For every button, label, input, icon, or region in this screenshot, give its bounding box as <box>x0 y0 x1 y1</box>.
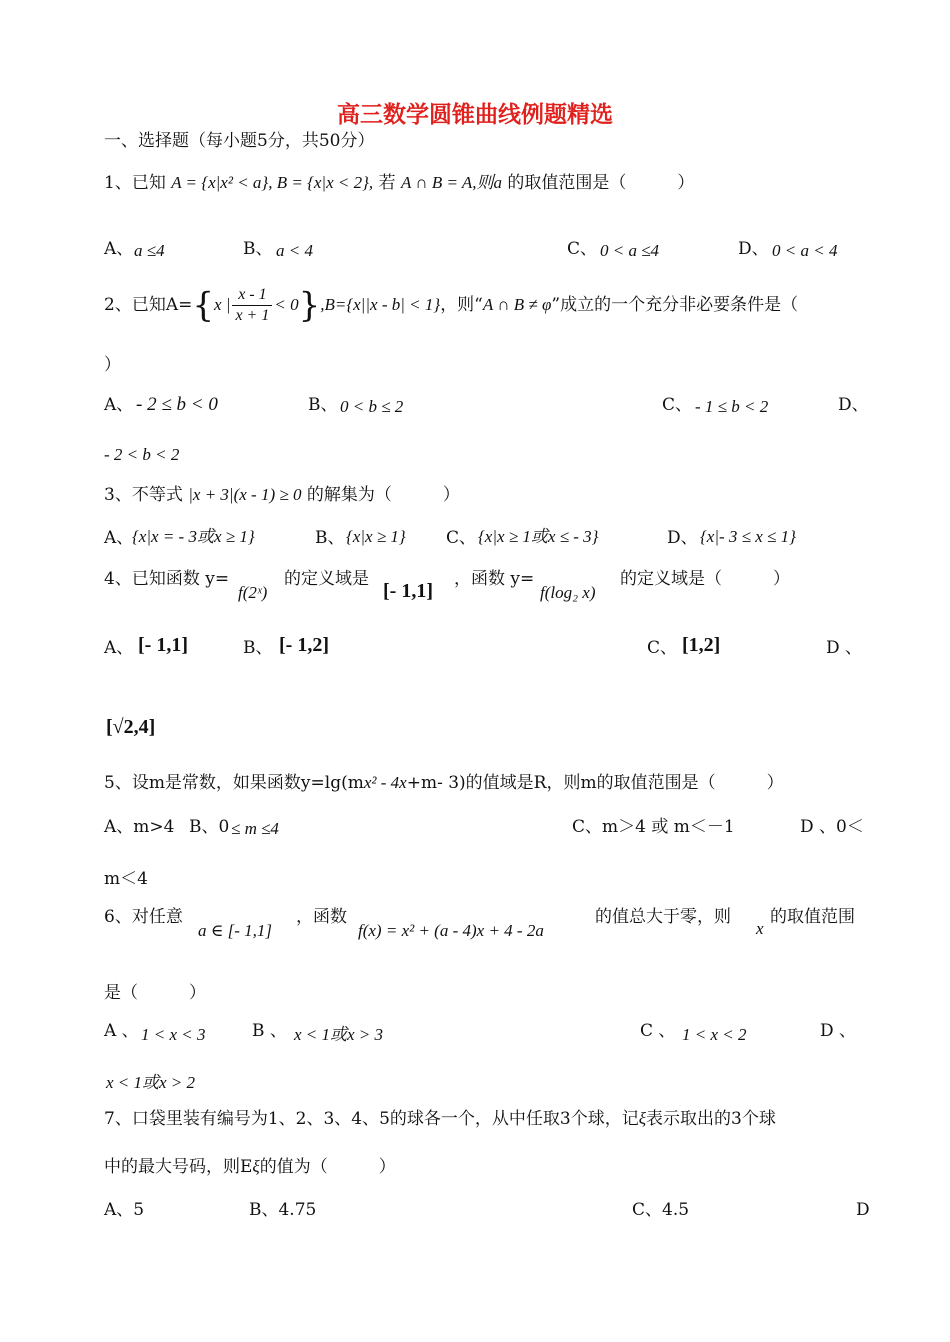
q2-stem: 2、已知A= <box>104 295 193 315</box>
q2-option-c: - 1 ≤ b < 2 <box>695 397 769 416</box>
q3-option-d: {x|- 3 ≤ x ≤ 1} <box>700 527 796 546</box>
q3-option-d-label: D、 <box>667 528 698 548</box>
q2-option-b: 0 < b ≤ 2 <box>340 397 404 416</box>
q2-set-a-var: x | <box>213 295 231 314</box>
q1-option-b: a < 4 <box>276 241 313 260</box>
q7-text-1b: 表示取出的3个球 <box>646 1109 776 1129</box>
q4-mid2: ，函数 y= <box>454 569 535 589</box>
q2-option-d: - 2 < b < 2 <box>104 445 180 464</box>
q4-option-c-label: C、 <box>647 638 678 658</box>
q6-tail2: 的取值范围 <box>770 907 855 927</box>
q2-condition: A ∩ B ≠ φ <box>482 295 552 314</box>
q5-tail: +m- 3)的值域是R，则m的取值范围是（ ） <box>406 773 784 793</box>
q6-function: f(x) = x² + (a - 4)x + 4 - 2a <box>358 921 544 940</box>
question-7-line-2 <box>104 1156 396 1178</box>
q6-option-b-label: B 、 <box>252 1021 287 1041</box>
q6-mid: ，函数 <box>296 907 347 927</box>
q5-option-b: B、0 <box>189 817 230 837</box>
q2-option-c-label: C、 <box>662 395 693 415</box>
q6-option-c: 1 < x < 2 <box>682 1025 747 1044</box>
q6-option-a: 1 < x < 3 <box>141 1025 206 1044</box>
question-5 <box>104 772 784 794</box>
q1-tail: 的取值范围是（ ） <box>507 173 695 193</box>
fraction-denominator: x + 1 <box>235 307 270 324</box>
q2-option-b-label: B、 <box>308 395 338 415</box>
page-title: 高三数学圆锥曲线例题精选 <box>337 102 613 128</box>
q1-stem: 1、已知 <box>104 173 166 193</box>
q3-option-b: {x|x ≥ 1} <box>346 527 406 546</box>
q1-sets: A = {x|x² < a}, B = {x|x < 2}, <box>171 173 374 192</box>
q2-fraction <box>232 285 272 326</box>
q4-tail: 的定义域是（ ） <box>620 569 790 589</box>
q4-option-a: [- 1,1] <box>138 634 188 656</box>
q6-a-range: a ∈ [- 1,1] <box>198 921 272 940</box>
question-7-line-1 <box>104 1108 776 1130</box>
q4-option-a-label: A、 <box>104 638 134 658</box>
q5-option-b-math: ≤ m ≤4 <box>231 819 279 838</box>
q5-option-d-cont: m＜4 <box>104 869 148 889</box>
q7-text-2b: 的值为（ ） <box>259 1157 396 1177</box>
left-brace: { <box>192 285 214 326</box>
q5-expression: x² - 4x <box>363 773 407 792</box>
q6-stem: 6、对任意 <box>104 907 183 927</box>
q5-option-c: C、m＞4 或 m＜－1 <box>572 817 735 837</box>
q4-option-d-label: D 、 <box>826 638 863 658</box>
q6-option-b: x < 1或x > 3 <box>294 1025 384 1044</box>
q6-cont: 是（ ） <box>104 983 206 1003</box>
q2-set-b: ,B={x||x - b| < 1} <box>320 295 441 314</box>
q1-option-a: a ≤4 <box>134 241 165 260</box>
q2-close: ） <box>104 355 121 375</box>
q4-option-c: [1,2] <box>682 634 721 656</box>
q5-option-a: A、m>4 <box>104 817 175 837</box>
fraction-numerator: x - 1 <box>232 285 272 306</box>
q7-option-d: D <box>856 1200 870 1220</box>
q4-option-b-label: B、 <box>243 638 273 658</box>
q4-option-b: [- 1,2] <box>279 634 329 656</box>
q4-option-d: [√2,4] <box>106 716 156 738</box>
q2-option-a-label: A、 <box>104 395 134 415</box>
right-brace: } <box>298 285 321 326</box>
q6-option-d: x < 1或x > 2 <box>106 1073 196 1092</box>
q6-option-d-label: D 、 <box>820 1021 857 1041</box>
xi-symbol: ξ <box>638 1109 646 1128</box>
q6-option-a-label: A 、 <box>104 1021 139 1041</box>
q4-stem: 4、已知函数 y= <box>104 569 230 589</box>
q7-text-1: 7、口袋里装有编号为1、2、3、4、5的球各一个，从中任取3个球，记 <box>104 1109 639 1129</box>
q3-option-c: {x|x ≥ 1或x ≤ - 3} <box>478 527 599 546</box>
q2-set-a-cond: < 0 <box>274 295 299 314</box>
q2-tail2: ”成立的一个充分非必要条件是（ <box>551 295 799 315</box>
question-2 <box>104 280 798 332</box>
q1-option-d: 0 < a < 4 <box>772 241 838 260</box>
q2-option-a: - 2 ≤ b < 0 <box>136 394 218 415</box>
question-1 <box>104 172 694 194</box>
q3-option-a: {x|x = - 3或x ≥ 1} <box>132 527 255 546</box>
q4-function-2: f(log₂ x) <box>540 583 596 602</box>
q7-text-2: 中的最大号码，则E <box>104 1157 253 1177</box>
q3-inequality: |x + 3|(x - 1) ≥ 0 <box>188 485 302 504</box>
question-3 <box>104 484 460 506</box>
q6-option-c-label: C 、 <box>640 1021 676 1041</box>
q3-option-b-label: B、 <box>315 528 345 548</box>
q2-tail: ，则“ <box>440 295 483 315</box>
q5-stem: 5、设m是常数，如果函数y=lg(m <box>104 773 364 793</box>
q4-mid: 的定义域是 <box>284 569 369 589</box>
q6-tail: 的值总大于零，则 <box>595 907 731 927</box>
q7-option-b: B、4.75 <box>249 1200 317 1220</box>
q1-option-b-label: B、 <box>243 239 273 259</box>
q7-option-a: A、5 <box>104 1200 145 1220</box>
q4-function-1: f(2ˣ) <box>238 583 268 602</box>
q1-option-d-label: D、 <box>738 239 769 259</box>
q2-option-d-label: D、 <box>838 395 869 415</box>
q3-option-c-label: C、 <box>446 528 477 548</box>
q1-option-c-label: C、 <box>567 239 598 259</box>
section-heading: 一、选择题（每小题5分，共50分） <box>104 131 375 151</box>
q3-tail: 的解集为（ ） <box>306 485 460 505</box>
xi-symbol-2: ξ <box>252 1157 260 1176</box>
q4-domain: [- 1,1] <box>383 580 433 602</box>
q6-x: x <box>756 919 764 938</box>
q3-option-a-label: A、 <box>104 528 134 548</box>
q7-option-c: C、4.5 <box>632 1200 690 1220</box>
q1-option-c: 0 < a ≤4 <box>600 241 660 260</box>
q1-condition: A ∩ B = A,则a <box>400 173 503 192</box>
q1-mid: 若 <box>378 173 396 193</box>
q1-option-a-label: A、 <box>104 239 134 259</box>
q5-option-d: D 、0＜ <box>800 817 864 837</box>
q3-stem: 3、不等式 <box>104 485 183 505</box>
